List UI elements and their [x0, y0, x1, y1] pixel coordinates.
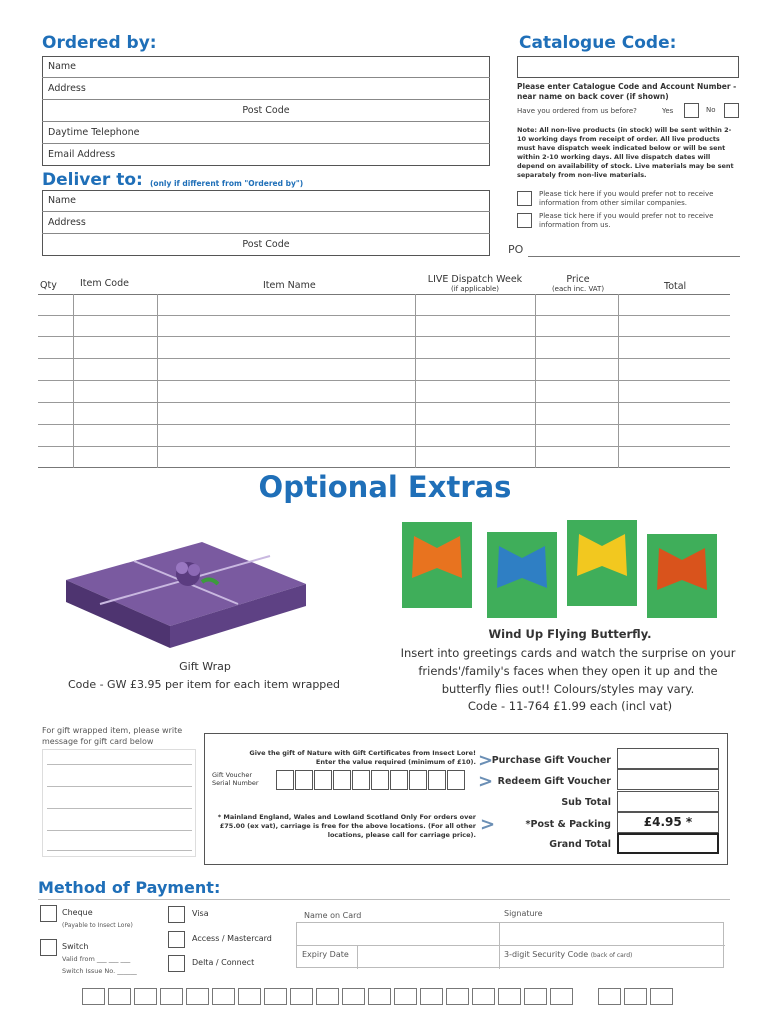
card-number-digit[interactable]: [342, 988, 365, 1005]
serial-digit-1[interactable]: [276, 770, 294, 790]
ordered-name-label: Name: [48, 61, 77, 72]
expiry-date-label: Expiry Date: [302, 950, 349, 959]
serial-digit-2[interactable]: [295, 770, 313, 790]
switch-label: Switch: [62, 942, 89, 951]
serial-digit-9[interactable]: [428, 770, 446, 790]
order-table-grid[interactable]: [38, 294, 730, 468]
name-on-card-label: Name on Card: [304, 911, 362, 920]
grand-total-input[interactable]: [617, 833, 719, 854]
ordered-telephone-label: Daytime Telephone: [48, 127, 140, 138]
issue-number-digit[interactable]: [624, 988, 647, 1005]
col-price: [540, 274, 616, 293]
card-number-digit[interactable]: [420, 988, 443, 1005]
gift-wrap-title: Gift Wrap: [179, 660, 231, 673]
gift-message-textarea[interactable]: [42, 749, 196, 857]
col-qty: Qty: [40, 280, 57, 291]
ordered-before-yes-label: Yes: [662, 107, 674, 115]
gift-message-label: For gift wrapped item, please write message for gift card below: [42, 726, 183, 746]
card-number-digit[interactable]: [290, 988, 313, 1005]
opt-out-us-label: Please tick here if you would prefer not to receive information from us.: [539, 212, 714, 229]
col-dispatch-label: LIVE Dispatch Week: [427, 274, 523, 285]
redeem-voucher-label: Redeem Gift Voucher: [497, 776, 611, 787]
po-line[interactable]: [528, 256, 740, 257]
valid-from-field[interactable]: Valid from ___ ___ ___: [62, 955, 131, 963]
gift-box-image: [62, 522, 308, 650]
col-price-label: Price: [566, 274, 590, 285]
ordered-before-yes-checkbox[interactable]: [684, 103, 699, 118]
col-price-sub: (each inc. VAT): [551, 285, 605, 293]
col-total: Total: [664, 281, 687, 292]
serial-digit-10[interactable]: [447, 770, 465, 790]
serial-number-label: Gift Voucher Serial Number: [212, 771, 259, 787]
deliver-to-title: Deliver to:: [42, 170, 143, 190]
card-number-digit[interactable]: [550, 988, 573, 1005]
card-number-digit[interactable]: [498, 988, 521, 1005]
butterfly-code: Code - 11-764 £1.99 each (incl vat): [467, 699, 673, 713]
card-number-digit[interactable]: [238, 988, 261, 1005]
security-code-input[interactable]: [654, 945, 722, 967]
subtotal-input[interactable]: [617, 791, 719, 812]
card-number-digit[interactable]: [186, 988, 209, 1005]
deliver-postcode-field[interactable]: [42, 234, 490, 256]
dispatch-note: Note: All non-live products (in stock) will be sent within 2-10 working days from receipt of order. All live products must have dispatch week indicated below or will be sent within 2-10 working days. All live dispatch dates will depend on availability of stock. Live materials may be sent separately from non-live materials.: [517, 126, 734, 179]
col-item-name: Item Name: [263, 280, 316, 291]
post-packing-value: £4.95 *: [617, 812, 719, 833]
ordered-email-label: Email Address: [48, 149, 116, 160]
gift-voucher-intro: Give the gift of Nature with Gift Certificates from Insect Lore! Enter the value required (minimum of £10).: [249, 749, 476, 766]
signature-label: Signature: [504, 909, 543, 918]
ordered-postcode-field[interactable]: [42, 100, 490, 122]
serial-digit-4[interactable]: [333, 770, 351, 790]
butterfly-description: Insert into greetings cards and watch the surprise on your friends'/family's faces when they open it up and the butterfly flies out!! Colours/styles may vary.: [400, 646, 736, 696]
card-number-digit[interactable]: [160, 988, 183, 1005]
delta-checkbox[interactable]: [168, 955, 185, 972]
ordered-address-label: Address: [48, 83, 86, 94]
serial-digit-8[interactable]: [409, 770, 427, 790]
card-number-digit[interactable]: [212, 988, 235, 1005]
po-label: PO: [508, 243, 524, 256]
ordered-address-field[interactable]: [42, 78, 490, 100]
expiry-date-input[interactable]: [358, 945, 496, 967]
serial-digit-3[interactable]: [314, 770, 332, 790]
butterfly-title: Wind Up Flying Butterfly.: [488, 627, 652, 641]
deliver-address-field[interactable]: [42, 212, 490, 234]
catalogue-code-title: Catalogue Code:: [519, 33, 677, 53]
opt-out-other-companies-label: Please tick here if you would prefer not to receive information from other similar companies.: [539, 190, 714, 207]
arrow-right-icon: >: [478, 750, 494, 771]
security-code-text: 3-digit Security Code: [504, 950, 589, 959]
ordered-postcode-label: Post Code: [242, 105, 290, 116]
cheque-checkbox[interactable]: [40, 905, 57, 922]
mastercard-label: Access / Mastercard: [192, 934, 272, 943]
ordered-name-field[interactable]: [42, 56, 490, 78]
carriage-note: * Mainland England, Wales and Lowland Scotland Only For orders over £75.00 (ex vat), carriage is free for the above locations. (For all other locations, please call for carriage price).: [217, 813, 476, 839]
post-packing-label: *Post & Packing: [525, 819, 611, 830]
deliver-address-label: Address: [48, 217, 86, 228]
serial-digit-6[interactable]: [371, 770, 389, 790]
optional-extras-title: Optional Extras: [258, 470, 512, 504]
mastercard-checkbox[interactable]: [168, 931, 185, 948]
security-code-sub: (back of card): [590, 952, 633, 959]
catalogue-instructions: Please enter Catalogue Code and Account Number -near name on back cover (if shown): [517, 82, 737, 101]
arrow-right-icon: >: [478, 771, 494, 792]
card-number-digit[interactable]: [368, 988, 391, 1005]
delta-label: Delta / Connect: [192, 958, 255, 967]
card-number-digit[interactable]: [108, 988, 131, 1005]
deliver-name-field[interactable]: [42, 190, 490, 212]
issue-number-digit[interactable]: [598, 988, 621, 1005]
card-number-digit[interactable]: [394, 988, 417, 1005]
cheque-label: Cheque: [62, 908, 93, 917]
deliver-postcode-label: Post Code: [242, 239, 290, 250]
ordered-by-title: Ordered by:: [42, 33, 157, 53]
serial-digit-5[interactable]: [352, 770, 370, 790]
visa-label: Visa: [192, 909, 209, 918]
card-number-digit[interactable]: [264, 988, 287, 1005]
switch-issue-field[interactable]: Switch Issue No. ______: [62, 967, 137, 975]
redeem-voucher-input[interactable]: [617, 769, 719, 790]
col-dispatch-sub: (if applicable): [451, 285, 499, 293]
card-number-digit[interactable]: [524, 988, 547, 1005]
subtotal-label: Sub Total: [561, 797, 611, 808]
security-code-label: [504, 950, 632, 959]
ordered-telephone-field[interactable]: [42, 122, 490, 144]
card-number-digit[interactable]: [82, 988, 105, 1005]
issue-number-digit[interactable]: [650, 988, 673, 1005]
serial-digit-7[interactable]: [390, 770, 408, 790]
signature-input[interactable]: [499, 923, 723, 943]
opt-out-us-checkbox[interactable]: [517, 213, 532, 228]
purchase-voucher-input[interactable]: [617, 748, 719, 769]
visa-checkbox[interactable]: [168, 906, 185, 923]
butterfly-cards-image: [402, 518, 722, 618]
col-item-code: Item Code: [80, 278, 129, 289]
deliver-to-note: (only if different from "Ordered by"): [150, 179, 304, 188]
col-dispatch: [418, 274, 532, 293]
name-on-card-input[interactable]: [297, 923, 497, 943]
cheque-sub-label: (Payable to Insect Lore): [62, 922, 133, 929]
purchase-voucher-label: Purchase Gift Voucher: [491, 755, 611, 766]
arrow-right-icon: >: [480, 814, 496, 835]
ordered-before-no-label: No: [706, 106, 716, 114]
switch-checkbox[interactable]: [40, 939, 57, 956]
catalogue-code-input[interactable]: [517, 56, 739, 78]
opt-out-other-companies-checkbox[interactable]: [517, 191, 532, 206]
ordered-before-question: Have you ordered from us before?: [517, 107, 637, 115]
payment-title: Method of Payment:: [38, 878, 221, 897]
card-number-digit[interactable]: [134, 988, 157, 1005]
grand-total-label: Grand Total: [549, 839, 611, 850]
card-number-digit[interactable]: [446, 988, 469, 1005]
card-number-digit[interactable]: [472, 988, 495, 1005]
card-number-digit[interactable]: [316, 988, 339, 1005]
ordered-email-field[interactable]: [42, 144, 490, 166]
ordered-before-no-checkbox[interactable]: [724, 103, 739, 118]
deliver-name-label: Name: [48, 195, 77, 206]
gift-wrap-code: Code - GW £3.95 per item for each item wrapped: [67, 678, 341, 691]
